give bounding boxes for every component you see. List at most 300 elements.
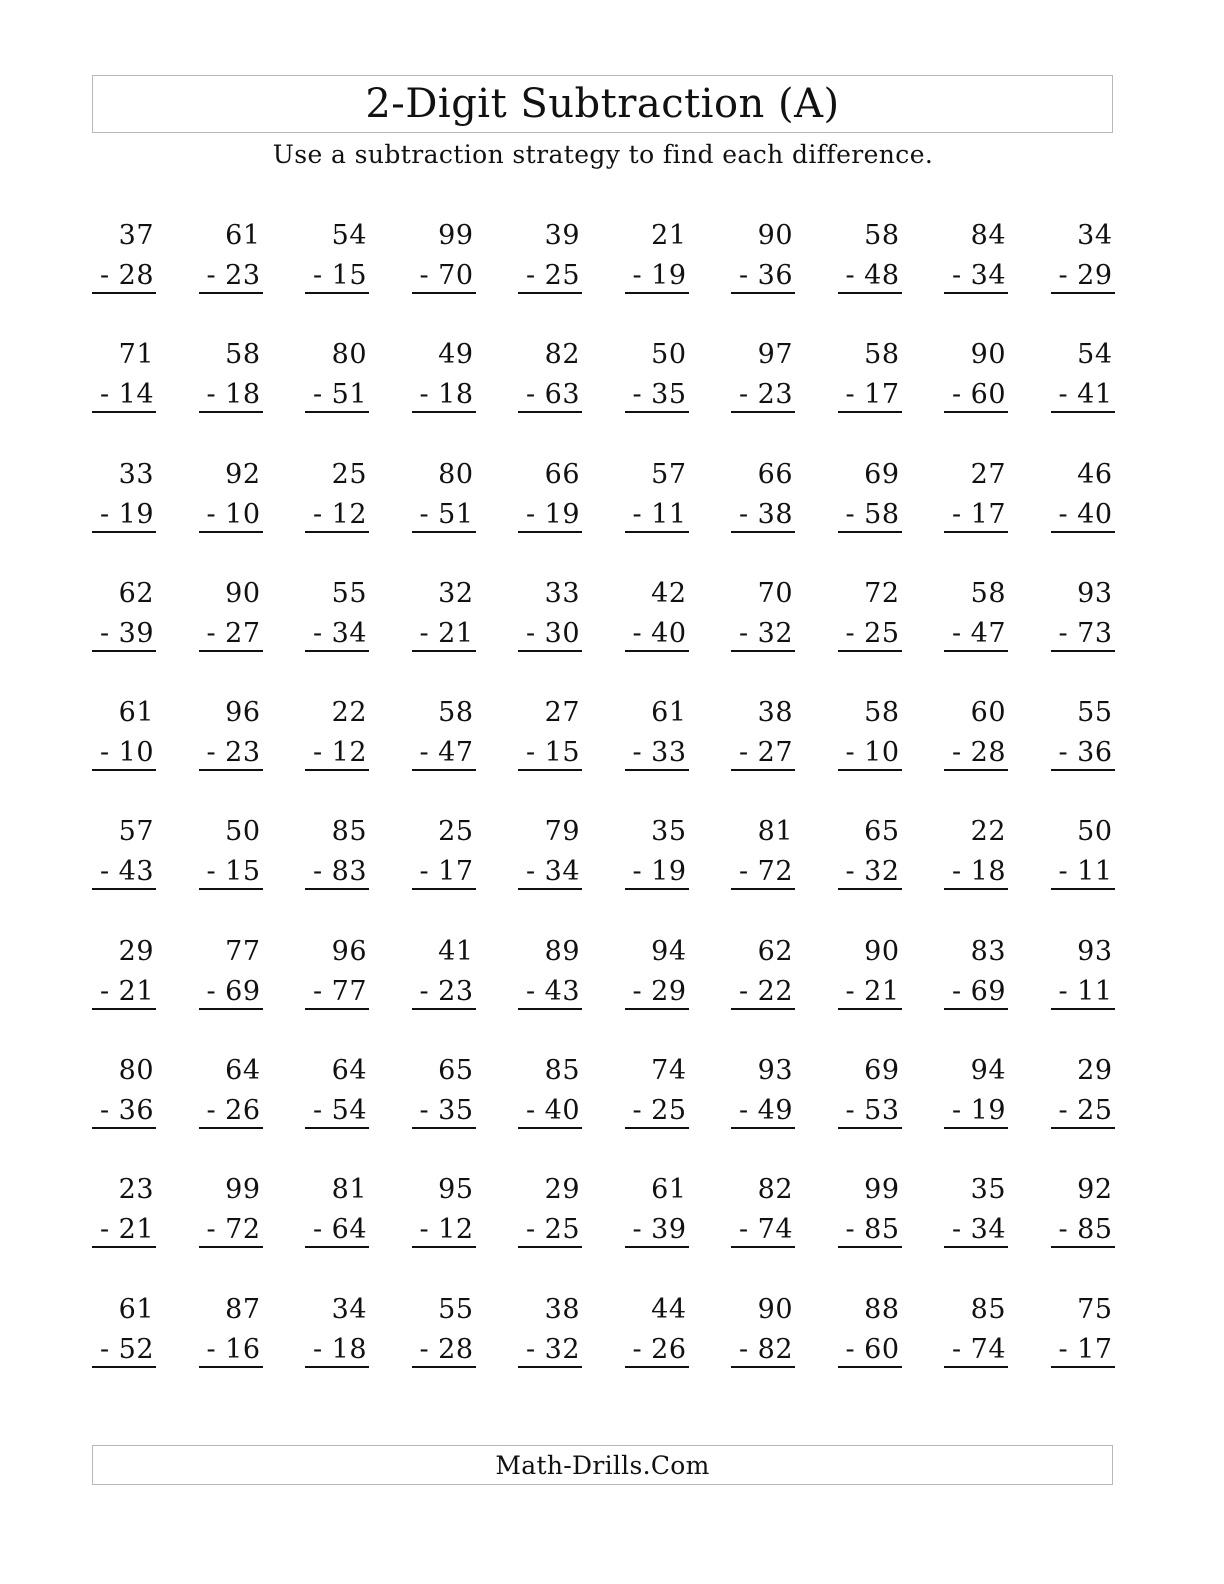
subtrahend: - 19 xyxy=(632,856,687,888)
subtrahend: - 36 xyxy=(99,1095,154,1127)
minuend: 84 xyxy=(970,220,1006,251)
subtraction-problem xyxy=(838,335,902,415)
minuend: 62 xyxy=(118,577,154,609)
footer-site: Math-Drills.Com xyxy=(495,1450,710,1480)
subtrahend: - 77 xyxy=(312,975,367,1007)
minuend: 62 xyxy=(757,935,793,967)
subtrahend: - 10 xyxy=(206,498,261,530)
answer-line xyxy=(518,650,582,652)
subtrahend: - 74 xyxy=(738,1214,793,1246)
subtrahend: - 28 xyxy=(419,1333,474,1365)
subtraction-problem xyxy=(1051,1170,1115,1250)
subtraction-problem xyxy=(199,574,263,654)
answer-line xyxy=(518,888,582,890)
answer-line xyxy=(412,411,476,413)
subtrahend: - 18 xyxy=(312,1333,367,1365)
answer-line xyxy=(625,1246,689,1248)
answer-line xyxy=(518,531,582,533)
page-title: 2-Digit Subtraction (A) xyxy=(365,81,840,127)
subtraction-problem xyxy=(92,574,156,654)
answer-line xyxy=(731,1246,795,1248)
minuend: 94 xyxy=(651,935,687,967)
answer-line xyxy=(838,1246,902,1248)
minuend: 61 xyxy=(225,220,261,251)
minuend: 69 xyxy=(864,458,900,490)
subtraction-problem xyxy=(412,1170,476,1250)
answer-line xyxy=(305,411,369,413)
subtraction-problem xyxy=(944,1051,1008,1131)
subtrahend: - 40 xyxy=(1058,498,1113,530)
subtraction-problem xyxy=(92,335,156,415)
instructions: Use a subtraction strategy to find each difference. xyxy=(272,140,934,169)
subtraction-problem xyxy=(625,574,689,654)
subtrahend: - 39 xyxy=(632,1214,687,1246)
minuend: 58 xyxy=(864,220,900,251)
answer-line xyxy=(944,769,1008,771)
minuend: 81 xyxy=(331,1174,367,1206)
answer-line xyxy=(305,1366,369,1368)
answer-line xyxy=(92,1008,156,1010)
subtrahend: - 17 xyxy=(419,856,474,888)
subtraction-problem xyxy=(944,455,1008,535)
subtrahend: - 17 xyxy=(845,379,900,411)
answer-line xyxy=(199,531,263,533)
subtrahend: - 12 xyxy=(312,737,367,769)
subtraction-problem xyxy=(412,932,476,1012)
minuend: 97 xyxy=(757,339,793,371)
subtraction-problem xyxy=(944,216,1008,296)
answer-line xyxy=(1051,1008,1115,1010)
minuend: 61 xyxy=(651,1174,687,1206)
minuend: 58 xyxy=(864,697,900,729)
minuend: 50 xyxy=(1077,816,1113,848)
minuend: 99 xyxy=(438,220,474,251)
answer-line xyxy=(838,531,902,533)
minuend: 29 xyxy=(118,935,154,967)
minuend: 25 xyxy=(331,458,367,490)
minuend: 57 xyxy=(651,458,687,490)
minuend: 90 xyxy=(970,339,1006,371)
minuend: 85 xyxy=(970,1293,1006,1325)
subtraction-problem xyxy=(305,335,369,415)
minuend: 82 xyxy=(757,1174,793,1206)
answer-line xyxy=(1051,292,1115,294)
subtraction-problem xyxy=(412,455,476,535)
subtrahend: - 35 xyxy=(632,379,687,411)
answer-line xyxy=(731,531,795,533)
subtrahend: - 16 xyxy=(206,1333,261,1365)
subtraction-problem xyxy=(518,932,582,1012)
minuend: 95 xyxy=(438,1174,474,1206)
subtrahend: - 25 xyxy=(1058,1095,1113,1127)
minuend: 58 xyxy=(225,339,261,371)
minuend: 35 xyxy=(970,1174,1006,1206)
answer-line xyxy=(92,769,156,771)
subtrahend: - 49 xyxy=(738,1095,793,1127)
minuend: 29 xyxy=(544,1174,580,1206)
subtraction-problem xyxy=(731,693,795,773)
subtrahend: - 30 xyxy=(525,617,580,649)
answer-line xyxy=(838,411,902,413)
subtrahend: - 17 xyxy=(1058,1333,1113,1365)
minuend: 33 xyxy=(544,577,580,609)
answer-line xyxy=(305,888,369,890)
subtrahend: - 60 xyxy=(951,379,1006,411)
subtraction-problem xyxy=(944,335,1008,415)
subtrahend: - 29 xyxy=(1058,260,1113,291)
subtraction-problem xyxy=(838,1290,902,1370)
subtrahend: - 26 xyxy=(206,1095,261,1127)
minuend: 39 xyxy=(544,220,580,251)
subtrahend: - 25 xyxy=(525,260,580,291)
minuend: 33 xyxy=(118,458,154,490)
subtraction-problem xyxy=(518,216,582,296)
minuend: 38 xyxy=(757,697,793,729)
subtrahend: - 47 xyxy=(951,617,1006,649)
answer-line xyxy=(199,650,263,652)
subtrahend: - 53 xyxy=(845,1095,900,1127)
subtraction-problem xyxy=(944,693,1008,773)
title-box xyxy=(92,75,1113,133)
subtraction-problem xyxy=(625,1051,689,1131)
subtraction-problem xyxy=(838,1051,902,1131)
minuend: 75 xyxy=(1077,1293,1113,1325)
subtraction-problem xyxy=(944,932,1008,1012)
subtraction-problem xyxy=(731,455,795,535)
subtrahend: - 36 xyxy=(1058,737,1113,769)
minuend: 65 xyxy=(864,816,900,848)
subtraction-problem xyxy=(625,216,689,296)
subtraction-problem xyxy=(518,693,582,773)
answer-line xyxy=(838,1127,902,1129)
subtrahend: - 38 xyxy=(738,498,793,530)
subtraction-problem xyxy=(92,1170,156,1250)
subtraction-problem xyxy=(731,1051,795,1131)
minuend: 38 xyxy=(544,1293,580,1325)
minuend: 92 xyxy=(1077,1174,1113,1206)
minuend: 50 xyxy=(225,816,261,848)
subtrahend: - 43 xyxy=(525,975,580,1007)
answer-line xyxy=(625,1127,689,1129)
minuend: 66 xyxy=(544,458,580,490)
minuend: 69 xyxy=(864,1055,900,1087)
answer-line xyxy=(199,888,263,890)
answer-line xyxy=(199,769,263,771)
answer-line xyxy=(625,1008,689,1010)
minuend: 66 xyxy=(757,458,793,490)
answer-line xyxy=(944,1246,1008,1248)
answer-line xyxy=(412,1246,476,1248)
answer-line xyxy=(92,1246,156,1248)
answer-line xyxy=(305,769,369,771)
minuend: 72 xyxy=(864,577,900,609)
subtrahend: - 51 xyxy=(312,379,367,411)
answer-line xyxy=(625,888,689,890)
answer-line xyxy=(199,1246,263,1248)
answer-line xyxy=(1051,531,1115,533)
answer-line xyxy=(731,292,795,294)
minuend: 82 xyxy=(544,339,580,371)
minuend: 83 xyxy=(970,935,1006,967)
subtrahend: - 15 xyxy=(525,737,580,769)
minuend: 22 xyxy=(331,697,367,729)
subtraction-problem xyxy=(1051,574,1115,654)
subtrahend: - 21 xyxy=(845,975,900,1007)
answer-line xyxy=(412,1366,476,1368)
subtrahend: - 41 xyxy=(1058,379,1113,411)
subtrahend: - 23 xyxy=(206,260,261,291)
subtrahend: - 19 xyxy=(632,260,687,291)
answer-line xyxy=(731,1127,795,1129)
answer-line xyxy=(92,650,156,652)
subtrahend: - 27 xyxy=(206,617,261,649)
answer-line xyxy=(518,411,582,413)
minuend: 99 xyxy=(864,1174,900,1206)
subtrahend: - 21 xyxy=(99,1214,154,1246)
answer-line xyxy=(305,1008,369,1010)
subtrahend: - 15 xyxy=(312,260,367,291)
subtraction-problem xyxy=(199,693,263,773)
minuend: 89 xyxy=(544,935,580,967)
minuend: 50 xyxy=(651,339,687,371)
answer-line xyxy=(838,292,902,294)
answer-line xyxy=(731,1008,795,1010)
answer-line xyxy=(838,1366,902,1368)
subtraction-problem xyxy=(199,216,263,296)
subtrahend: - 22 xyxy=(738,975,793,1007)
problem-grid xyxy=(92,216,1116,1409)
subtraction-problem xyxy=(518,574,582,654)
minuend: 54 xyxy=(1077,339,1113,371)
answer-line xyxy=(518,1366,582,1368)
subtraction-problem xyxy=(518,1170,582,1250)
answer-line xyxy=(731,650,795,652)
answer-line xyxy=(1051,1246,1115,1248)
minuend: 34 xyxy=(1077,220,1113,251)
answer-line xyxy=(625,1366,689,1368)
subtrahend: - 35 xyxy=(419,1095,474,1127)
minuend: 61 xyxy=(651,697,687,729)
minuend: 49 xyxy=(438,339,474,371)
minuend: 88 xyxy=(864,1293,900,1325)
subtraction-problem xyxy=(838,216,902,296)
minuend: 42 xyxy=(651,577,687,609)
subtrahend: - 74 xyxy=(951,1333,1006,1365)
subtraction-problem xyxy=(731,216,795,296)
subtraction-problem xyxy=(199,1290,263,1370)
subtrahend: - 18 xyxy=(206,379,261,411)
answer-line xyxy=(518,1246,582,1248)
subtraction-problem xyxy=(92,1051,156,1131)
minuend: 32 xyxy=(438,577,474,609)
minuend: 85 xyxy=(331,816,367,848)
subtraction-problem xyxy=(518,455,582,535)
answer-line xyxy=(518,1008,582,1010)
subtraction-problem xyxy=(412,693,476,773)
subtrahend: - 18 xyxy=(951,856,1006,888)
subtrahend: - 85 xyxy=(845,1214,900,1246)
answer-line xyxy=(838,1008,902,1010)
subtrahend: - 23 xyxy=(419,975,474,1007)
answer-line xyxy=(92,292,156,294)
minuend: 35 xyxy=(651,816,687,848)
minuend: 94 xyxy=(970,1055,1006,1087)
minuend: 54 xyxy=(331,220,367,251)
minuend: 64 xyxy=(331,1055,367,1087)
subtrahend: - 21 xyxy=(419,617,474,649)
minuend: 96 xyxy=(225,697,261,729)
answer-line xyxy=(944,531,1008,533)
minuend: 27 xyxy=(544,697,580,729)
minuend: 60 xyxy=(970,697,1006,729)
minuend: 70 xyxy=(757,577,793,609)
answer-line xyxy=(838,888,902,890)
answer-line xyxy=(625,650,689,652)
subtraction-problem xyxy=(625,1170,689,1250)
subtrahend: - 70 xyxy=(419,260,474,291)
subtraction-problem xyxy=(305,1051,369,1131)
subtraction-problem xyxy=(199,335,263,415)
subtrahend: - 19 xyxy=(525,498,580,530)
subtraction-problem xyxy=(944,574,1008,654)
subtrahend: - 19 xyxy=(99,498,154,530)
subtraction-problem xyxy=(305,455,369,535)
subtraction-problem xyxy=(731,932,795,1012)
subtraction-problem xyxy=(199,932,263,1012)
subtraction-problem xyxy=(199,455,263,535)
subtrahend: - 14 xyxy=(99,379,154,411)
subtraction-problem xyxy=(1051,216,1115,296)
minuend: 77 xyxy=(225,935,261,967)
subtrahend: - 82 xyxy=(738,1333,793,1365)
subtraction-problem xyxy=(305,216,369,296)
minuend: 55 xyxy=(1077,697,1113,729)
subtrahend: - 32 xyxy=(738,617,793,649)
answer-line xyxy=(944,1008,1008,1010)
minuend: 58 xyxy=(438,697,474,729)
subtrahend: - 29 xyxy=(632,975,687,1007)
subtrahend: - 36 xyxy=(738,260,793,291)
minuend: 55 xyxy=(438,1293,474,1325)
subtrahend: - 48 xyxy=(845,260,900,291)
subtraction-problem xyxy=(625,932,689,1012)
minuend: 93 xyxy=(1077,935,1113,967)
subtraction-problem xyxy=(412,812,476,892)
subtraction-problem xyxy=(92,455,156,535)
minuend: 61 xyxy=(118,1293,154,1325)
answer-line xyxy=(1051,1127,1115,1129)
answer-line xyxy=(412,650,476,652)
subtraction-problem xyxy=(625,455,689,535)
subtrahend: - 17 xyxy=(951,498,1006,530)
subtrahend: - 11 xyxy=(1058,856,1113,888)
minuend: 96 xyxy=(331,935,367,967)
answer-line xyxy=(305,1127,369,1129)
subtraction-problem xyxy=(625,812,689,892)
subtrahend: - 40 xyxy=(632,617,687,649)
minuend: 80 xyxy=(118,1055,154,1087)
subtraction-problem xyxy=(412,335,476,415)
answer-line xyxy=(731,888,795,890)
answer-line xyxy=(731,411,795,413)
answer-line xyxy=(944,1366,1008,1368)
minuend: 57 xyxy=(118,816,154,848)
subtraction-problem xyxy=(518,1290,582,1370)
minuend: 65 xyxy=(438,1055,474,1087)
minuend: 37 xyxy=(118,220,154,251)
minuend: 23 xyxy=(118,1174,154,1206)
answer-line xyxy=(412,888,476,890)
subtraction-problem xyxy=(838,932,902,1012)
answer-line xyxy=(412,769,476,771)
subtraction-problem xyxy=(92,932,156,1012)
subtrahend: - 72 xyxy=(738,856,793,888)
minuend: 27 xyxy=(970,458,1006,490)
answer-line xyxy=(625,769,689,771)
subtraction-problem xyxy=(412,574,476,654)
subtrahend: - 11 xyxy=(1058,975,1113,1007)
subtrahend: - 43 xyxy=(99,856,154,888)
answer-line xyxy=(518,1127,582,1129)
minuend: 90 xyxy=(757,1293,793,1325)
minuend: 41 xyxy=(438,935,474,967)
answer-line xyxy=(1051,650,1115,652)
subtrahend: - 15 xyxy=(206,856,261,888)
answer-line xyxy=(412,1127,476,1129)
subtrahend: - 58 xyxy=(845,498,900,530)
answer-line xyxy=(199,1008,263,1010)
answer-line xyxy=(1051,769,1115,771)
subtrahend: - 34 xyxy=(951,1214,1006,1246)
answer-line xyxy=(199,1366,263,1368)
answer-line xyxy=(944,292,1008,294)
answer-line xyxy=(92,531,156,533)
subtrahend: - 10 xyxy=(845,737,900,769)
subtraction-problem xyxy=(625,335,689,415)
subtrahend: - 28 xyxy=(951,737,1006,769)
subtrahend: - 73 xyxy=(1058,617,1113,649)
footer-box xyxy=(92,1445,1113,1485)
subtraction-problem xyxy=(199,1170,263,1250)
subtrahend: - 23 xyxy=(738,379,793,411)
answer-line xyxy=(838,769,902,771)
answer-line xyxy=(1051,1366,1115,1368)
subtrahend: - 25 xyxy=(632,1095,687,1127)
answer-line xyxy=(199,1127,263,1129)
subtrahend: - 83 xyxy=(312,856,367,888)
minuend: 80 xyxy=(331,339,367,371)
subtrahend: - 69 xyxy=(951,975,1006,1007)
minuend: 92 xyxy=(225,458,261,490)
minuend: 55 xyxy=(331,577,367,609)
minuend: 99 xyxy=(225,1174,261,1206)
answer-line xyxy=(1051,411,1115,413)
subtrahend: - 54 xyxy=(312,1095,367,1127)
minuend: 90 xyxy=(757,220,793,251)
subtraction-problem xyxy=(305,574,369,654)
subtrahend: - 72 xyxy=(206,1214,261,1246)
subtrahend: - 34 xyxy=(312,617,367,649)
answer-line xyxy=(518,292,582,294)
minuend: 85 xyxy=(544,1055,580,1087)
subtrahend: - 32 xyxy=(845,856,900,888)
minuend: 25 xyxy=(438,816,474,848)
subtrahend: - 19 xyxy=(951,1095,1006,1127)
subtrahend: - 28 xyxy=(99,260,154,291)
subtrahend: - 33 xyxy=(632,737,687,769)
subtraction-problem xyxy=(838,1170,902,1250)
answer-line xyxy=(518,769,582,771)
